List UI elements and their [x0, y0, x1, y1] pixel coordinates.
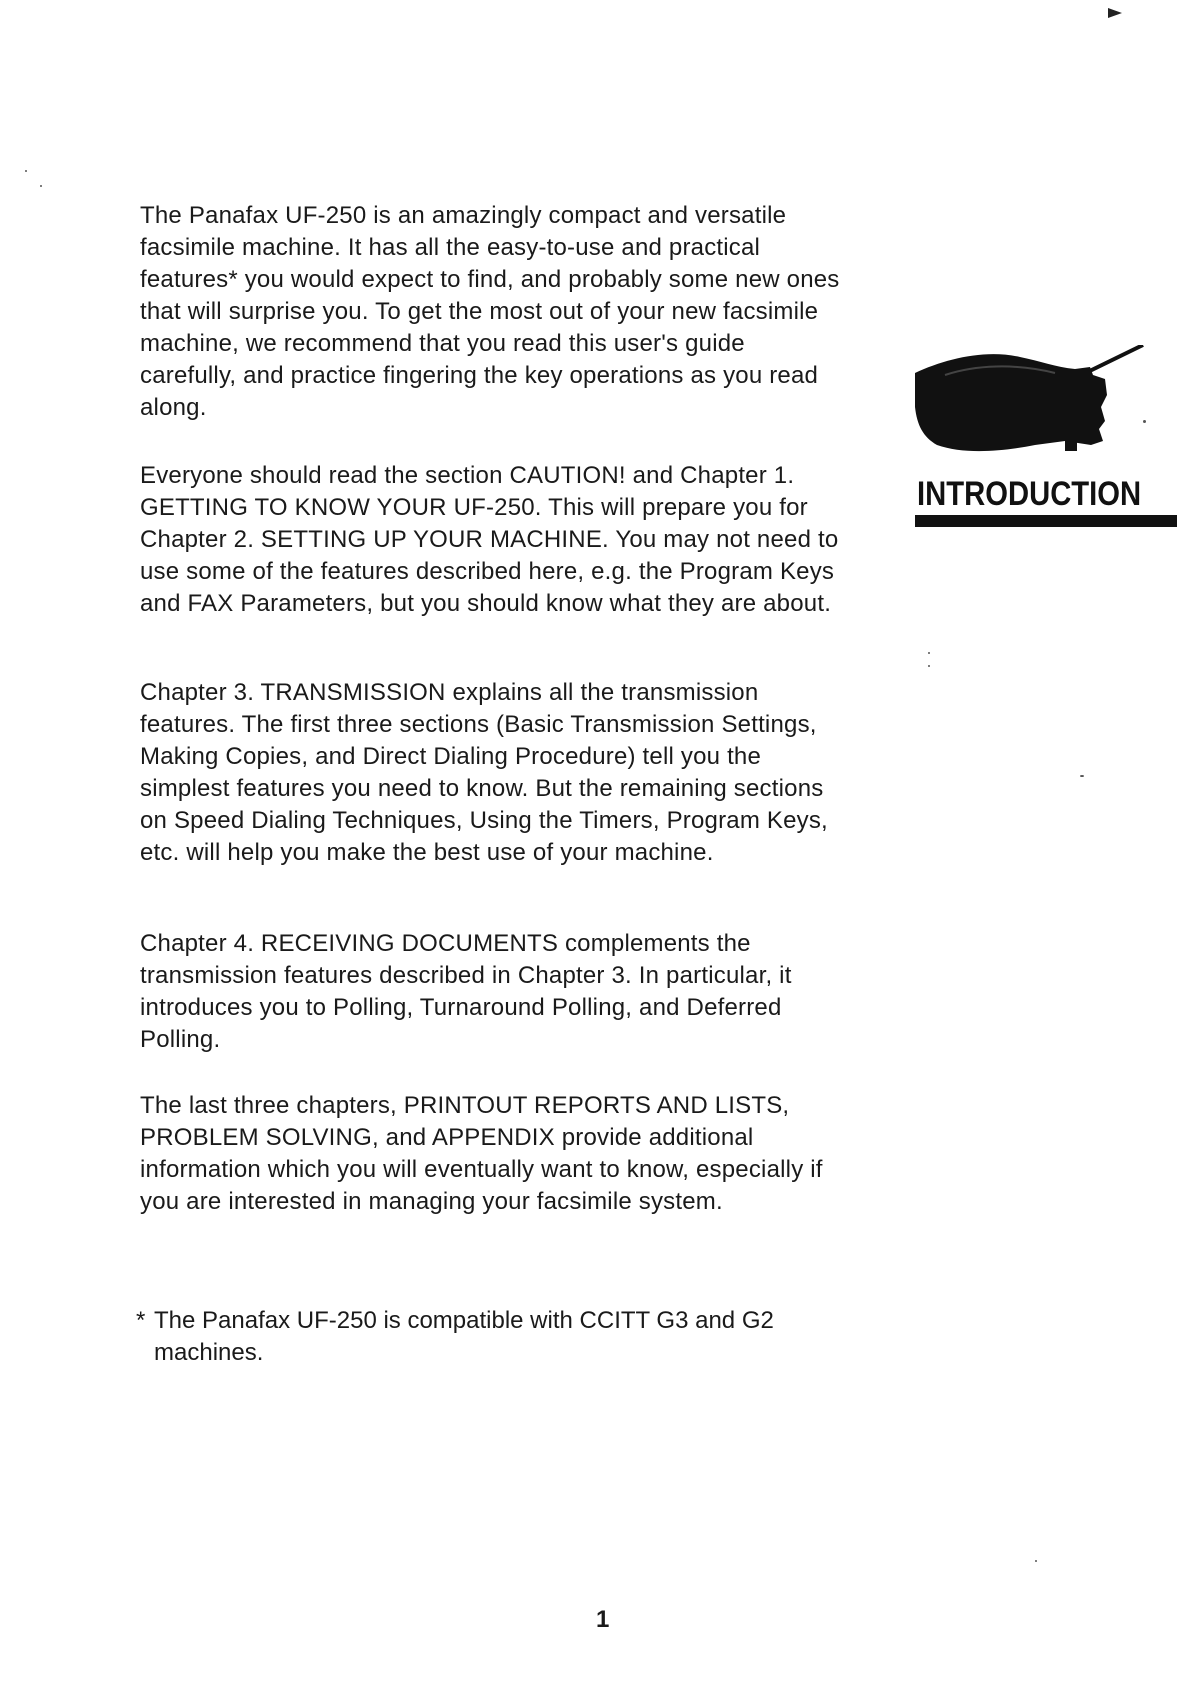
scan-speck [1143, 420, 1146, 423]
scan-speck [928, 652, 930, 654]
section-title: INTRODUCTION [917, 475, 1142, 513]
paragraph-transmission: Chapter 3. TRANSMISSION explains all the transmission features. The first three sections (Basic Transmission Settings, Making Copies, and Direct Dialing Procedure) tell you the simplest features you need to know. But the remaining sections on Speed Dialing Techniques, Using the Timers, Program Keys, etc. will help you make the best use of your machine. [140, 679, 828, 866]
paragraph-overview: The Panafax UF-250 is an amazingly compact and versatile facsimile machine. It has all the easy-to-use and practical features* you would expect to find, and probably some new ones that will surprise you. To get the most out of your new facsimile machine, we recommend that you read this user's guide carefully, and practice fingering the key operations as you read along. [140, 202, 840, 421]
scan-speck [1035, 1560, 1037, 1562]
scan-speck [928, 665, 930, 667]
scan-speck [40, 185, 42, 187]
page-number: 1 [596, 1606, 610, 1633]
paragraph-receiving: Chapter 4. RECEIVING DOCUMENTS complements the transmission features described in Chapter 3. In particular, it introduces you to Polling, Turnaround Polling, and Deferred Polling. [140, 930, 792, 1053]
corner-arrow-mark [1108, 8, 1122, 18]
footnote [130, 1305, 854, 1369]
scan-speck [25, 170, 27, 172]
section-header [915, 345, 1175, 525]
footnote-marker: * [136, 1307, 146, 1334]
title-underline-bar [915, 515, 1177, 527]
paragraph-getting-started: Everyone should read the section CAUTION! and Chapter 1. GETTING TO KNOW YOUR UF-250. This will prepare you for Chapter 2. SETTING UP YOUR MACHINE. You may not need to use some of the features described here, e.g. the Program Keys and FAX Parameters, but you should know what they are about. [140, 462, 839, 617]
footnote-text: The Panafax UF-250 is compatible with CCITT G3 and G2 machines. [154, 1307, 774, 1366]
fax-machine-icon [915, 345, 1145, 460]
scan-speck [1080, 775, 1084, 777]
paragraph-last-chapters: The last three chapters, PRINTOUT REPORTS AND LISTS, PROBLEM SOLVING, and APPENDIX provide additional information which you will eventually want to know, especially if you are interested in managing your facsimile system. [140, 1092, 823, 1215]
